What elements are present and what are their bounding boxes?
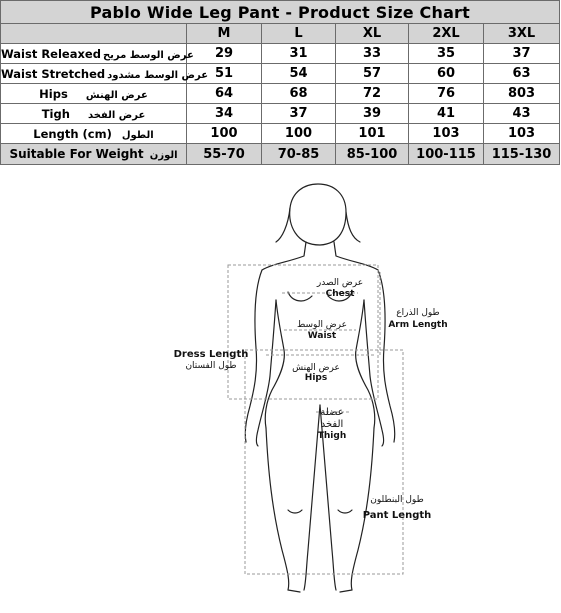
row-label-en: Waist Releaxed: [1, 46, 101, 61]
arm-length-label-ar: طول الذراع: [396, 308, 440, 318]
body-outline: [245, 184, 395, 592]
table-cell: 103: [409, 124, 484, 144]
thigh-label-ar-2: الفخد: [320, 419, 344, 430]
table-cell: 51: [187, 64, 262, 84]
table-cell: 54: [262, 64, 336, 84]
row-label-en: Waist Stretched: [1, 66, 106, 81]
table-cell: 76: [409, 84, 484, 104]
chest-label-en: Chest: [325, 289, 355, 299]
table-row-weight: [1, 144, 560, 165]
table-cell: 85-100: [336, 144, 409, 165]
row-label: [1, 144, 187, 165]
size-header: XL: [336, 24, 409, 44]
table-cell: 60: [409, 64, 484, 84]
table-cell: 43: [484, 104, 560, 124]
chart-title: Pablo Wide Leg Pant - Product Size Chart: [1, 1, 560, 24]
table-cell: 803: [484, 84, 560, 104]
row-label-ar: عرض الوسط مشدود: [107, 69, 209, 81]
size-header-row: [1, 24, 560, 44]
table-cell: 68: [262, 84, 336, 104]
row-label: [1, 84, 187, 104]
table-row-waist-relaxed: [1, 44, 560, 64]
table-cell: 103: [484, 124, 560, 144]
row-label-en: Tigh: [41, 106, 70, 121]
chest-label-ar: عرض الصدر: [316, 278, 364, 288]
table-cell: 37: [484, 44, 560, 64]
table-row-waist-stretched: [1, 64, 560, 84]
row-label-ar: عرض الفخد: [87, 109, 146, 121]
table-cell: 101: [336, 124, 409, 144]
waist-label-en: Waist: [307, 331, 337, 341]
hips-label-ar: عرض الهنش: [292, 363, 340, 373]
table-cell: 39: [336, 104, 409, 124]
size-header: 2XL: [409, 24, 484, 44]
table-cell: 34: [187, 104, 262, 124]
table-cell: 64: [187, 84, 262, 104]
row-label-en: Hips: [39, 86, 68, 101]
hips-label-en: Hips: [304, 373, 328, 383]
table-cell: 31: [262, 44, 336, 64]
body-silhouette-illustration: [0, 180, 561, 609]
body-measurement-diagram: [0, 180, 561, 609]
table-cell: 70-85: [262, 144, 336, 165]
size-header: M: [187, 24, 262, 44]
table-cell: 41: [409, 104, 484, 124]
table-cell: 57: [336, 64, 409, 84]
row-label-en: Suitable For Weight: [9, 147, 144, 161]
size-chart-table: [0, 0, 560, 165]
row-label-ar: عرض الهنش: [85, 89, 148, 101]
row-label: [1, 64, 209, 84]
header-blank: [1, 24, 187, 44]
table-row-hips: [1, 84, 560, 104]
table-row-thigh: [1, 104, 560, 124]
row-label-ar: الوزن: [149, 150, 178, 161]
table-cell: 35: [409, 44, 484, 64]
pant-length-label-ar: طول البنطلون: [370, 495, 424, 505]
table-cell: 37: [262, 104, 336, 124]
dress-length-label-ar: طول الفستان: [185, 361, 237, 371]
table-cell: 100-115: [409, 144, 484, 165]
dress-length-label-en: Dress Length: [173, 349, 249, 360]
table-cell: 55-70: [187, 144, 262, 165]
row-label-ar: الطول: [121, 129, 154, 141]
row-label: [1, 104, 187, 124]
table-cell: 63: [484, 64, 560, 84]
size-header: L: [262, 24, 336, 44]
row-label-ar: عرض الوسط مريح: [102, 49, 194, 61]
table-row-length: [1, 124, 560, 144]
row-label: [1, 44, 194, 64]
size-header: 3XL: [484, 24, 560, 44]
thigh-label-ar-1: عضلة: [320, 407, 344, 418]
arm-length-label-en: Arm Length: [388, 320, 448, 330]
table-cell: 100: [187, 124, 262, 144]
table-cell: 72: [336, 84, 409, 104]
table-cell: 100: [262, 124, 336, 144]
waist-label-ar: عرض الوسط: [296, 320, 348, 330]
table-cell: 29: [187, 44, 262, 64]
table-cell: 115-130: [484, 144, 560, 165]
row-label-en: Length (cm): [33, 126, 112, 141]
row-label: [1, 124, 187, 144]
table-cell: 33: [336, 44, 409, 64]
thigh-label-en: Thigh: [317, 431, 347, 441]
pant-length-label-en: Pant Length: [362, 510, 432, 521]
